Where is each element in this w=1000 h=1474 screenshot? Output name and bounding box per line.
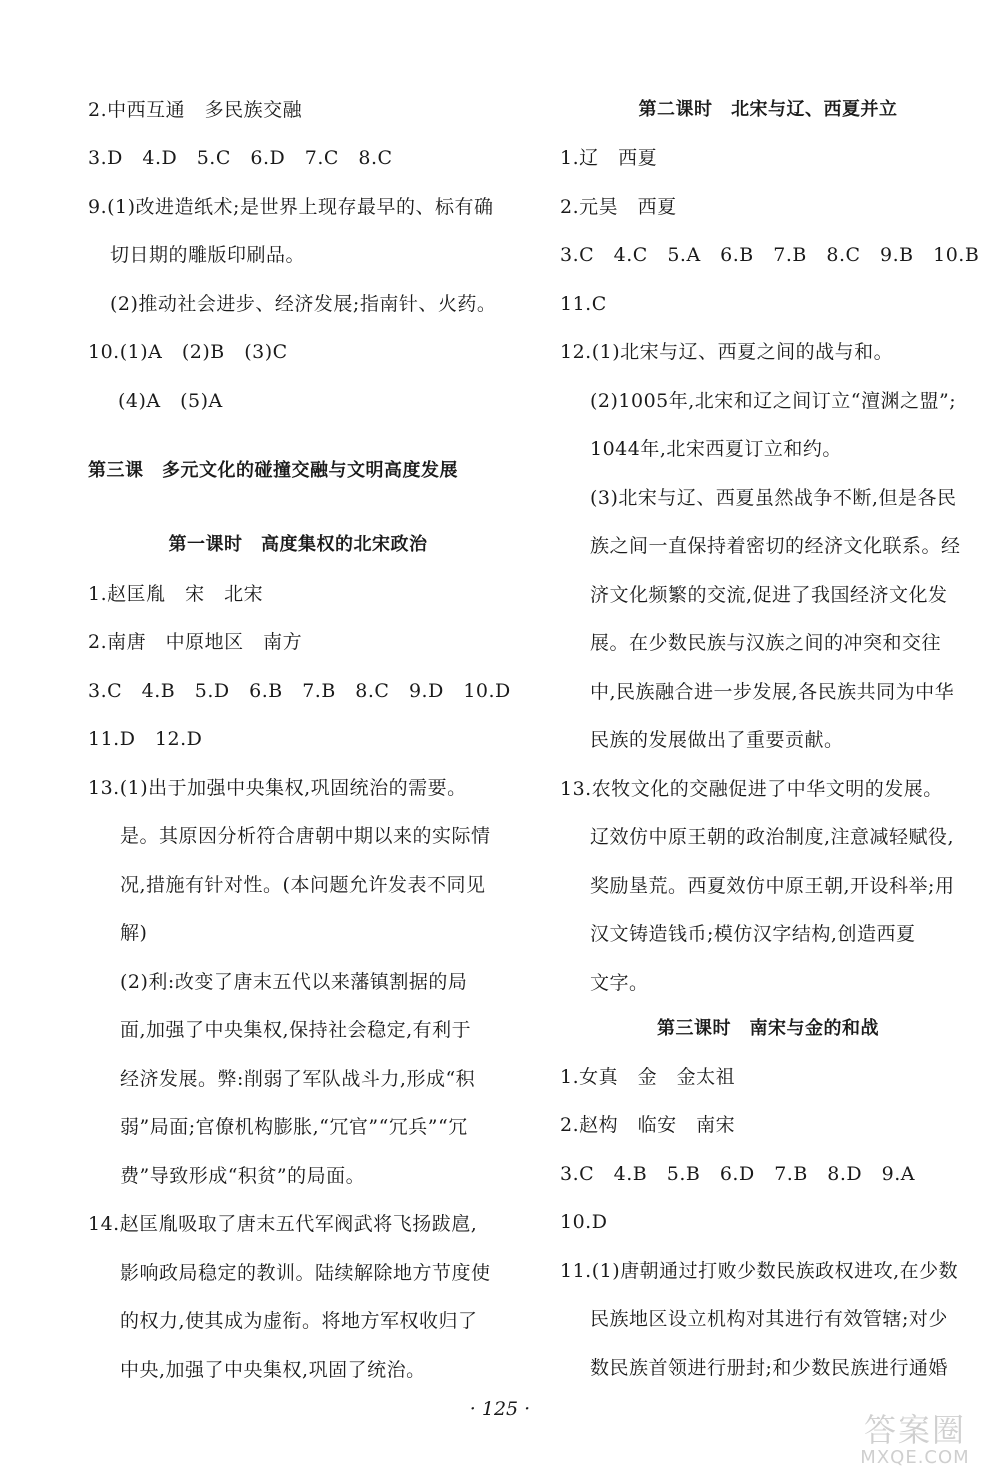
answer-line: 10.(1)A (2)B (3)C (88, 341, 288, 363)
answer-line: 1.辽 西夏 (560, 147, 658, 169)
answer-line: 9.(1)改进造纸术;是世界上现存最早的、标有确 (88, 196, 494, 218)
answer-line: 面,加强了中央集权,保持社会稳定,有利于 (120, 1019, 472, 1041)
answer-line: 辽效仿中原王朝的政治制度,注意减轻赋役, (590, 826, 955, 848)
answer-line: (3)北宋与辽、西夏虽然战争不断,但是各民 (590, 487, 957, 509)
section-heading: 第二课时 北宋与辽、西夏并立 (638, 99, 898, 120)
page-number: · 125 · (469, 1398, 531, 1420)
answer-line: 13.农牧文化的交融促进了中华文明的发展。 (560, 778, 943, 800)
watermark-logo (840, 1412, 990, 1468)
answer-line: (2)1005年,北宋和辽之间订立“澶渊之盟”; (590, 390, 957, 412)
answer-line: 3.C 4.B 5.D 6.B 7.B 8.C 9.D 10.D (88, 680, 511, 702)
answer-line: 3.D 4.D 5.C 6.D 7.C 8.C (88, 147, 393, 169)
answer-line: 3.C 4.B 5.B 6.D 7.B 8.D 9.A (560, 1163, 916, 1185)
section-heading: 第一课时 高度集权的北宋政治 (168, 534, 428, 555)
answer-line: 文字。 (590, 972, 649, 994)
answer-line: 的权力,使其成为虚衔。将地方军权收归了 (120, 1310, 478, 1332)
answer-line: (2)利:改变了唐末五代以来藩镇割据的局 (120, 971, 468, 993)
answer-line: 族之间一直保持着密切的经济文化联系。经 (590, 535, 961, 557)
answer-line: 奖励垦荒。西夏效仿中原王朝,开设科举;用 (590, 875, 955, 897)
answer-line: 中央,加强了中央集权,巩固了统治。 (120, 1359, 426, 1381)
answer-line: 汉文铸造钱币;模仿汉字结构,创造西夏 (590, 923, 916, 945)
answer-line: 11.(1)唐朝通过打败少数民族政权进攻,在少数 (560, 1260, 959, 1282)
answer-line: 解) (120, 922, 148, 944)
answer-line: (2)推动社会进步、经济发展;指南针、火药。 (110, 293, 497, 315)
section-heading: 第三课时 南宋与金的和战 (657, 1018, 879, 1039)
answer-line: 1.女真 金 金太祖 (560, 1066, 736, 1088)
answer-line: 影响政局稳定的教训。陆续解除地方节度使 (120, 1262, 491, 1284)
answer-line: 10.D (560, 1211, 608, 1233)
answer-line: 经济发展。弊:削弱了军队战斗力,形成“积 (120, 1068, 476, 1090)
answer-line: 2.元昊 西夏 (560, 196, 677, 218)
answer-line: 2.赵构 临安 南宋 (560, 1114, 736, 1136)
answer-line: 11.C (560, 293, 607, 315)
answer-line: 1044年,北宋西夏订立和约。 (590, 438, 842, 460)
answer-line: 2.南唐 中原地区 南方 (88, 631, 303, 653)
answer-line: 11.D 12.D (88, 728, 203, 750)
answer-line: (4)A (5)A (118, 390, 223, 412)
answer-line: 济文化频繁的交流,促进了我国经济文化发 (590, 584, 948, 606)
answer-line: 弱”局面;官僚机构膨胀,“冗官”“冗兵”“冗 (120, 1116, 468, 1138)
answer-line: 中,民族融合进一步发展,各民族共同为中华 (590, 681, 955, 703)
answer-line: 2.中西互通 多民族交融 (88, 99, 303, 121)
answer-line: 切日期的雕版印刷品。 (110, 244, 306, 266)
watermark-text: 答案圈 (863, 1411, 966, 1449)
watermark-url: MXQE.COM (860, 1447, 970, 1468)
answer-line: 是。其原因分析符合唐朝中期以来的实际情 (120, 825, 491, 847)
answer-line: 12.(1)北宋与辽、西夏之间的战与和。 (560, 341, 894, 363)
answer-line: 14.赵匡胤吸取了唐末五代军阀武将飞扬跋扈, (88, 1213, 478, 1235)
answer-line: 展。在少数民族与汉族之间的冲突和交往 (590, 632, 942, 654)
answer-line: 费”导致形成“积贫”的局面。 (120, 1165, 366, 1187)
answer-line: 况,措施有针对性。(本问题允许发表不同见 (120, 874, 486, 896)
answer-line: 3.C 4.C 5.A 6.B 7.B 8.C 9.B 10.B (560, 244, 980, 266)
answer-line: 民族地区设立机构对其进行有效管辖;对少 (590, 1308, 948, 1330)
answer-line: 1.赵匡胤 宋 北宋 (88, 583, 264, 605)
answer-line: 数民族首领进行册封;和少数民族进行通婚 (590, 1357, 948, 1379)
answer-line: 13.(1)出于加强中央集权,巩固统治的需要。 (88, 777, 467, 799)
lesson-heading: 第三课 多元文化的碰撞交融与文明高度发展 (88, 460, 458, 481)
answer-line: 民族的发展做出了重要贡献。 (590, 729, 844, 751)
